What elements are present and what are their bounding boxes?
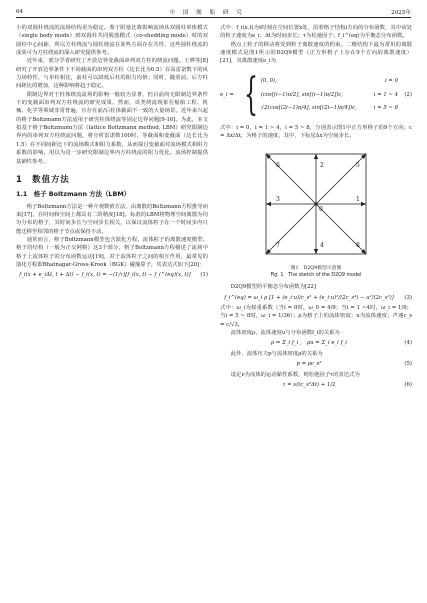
text-line: 的增加，这种影响将趋于稳定。: [32, 83, 107, 90]
paragraph-lbm-intro: [16, 203, 208, 236]
issue-year: 2025年: [391, 9, 411, 16]
text-line: 程即Bhatnagar-Gross-Krook（BGK）碰撞算子，其表: [32, 261, 167, 268]
text-line: 后柱体截面不一致的大量场景。近年来兴起的格子: [16, 108, 208, 123]
equation-6: [220, 381, 412, 389]
arrowhead-2: [314, 154, 318, 159]
direction-label-8: 8: [356, 242, 360, 250]
running-head: [16, 8, 411, 18]
text-line: e_i；Δt为时间步长；τ为松弛因子；f_i^(eq)为平衡态分: [252, 33, 387, 40]
paragraph-motivation: [16, 91, 208, 166]
text-line: 布函数。: [386, 33, 408, 40]
equation-4-number: (4): [404, 340, 412, 347]
equation-3: [220, 294, 412, 302]
text-line: 由离散的Boltzmann方程推导而来[17]，在时间和空间: [16, 203, 208, 218]
text-line: 程、流体粒子的离散速度模型、格子的结构（一般: [16, 236, 209, 252]
text-line: 此外，流体压力p与流体密度ρ的关系为: [230, 350, 323, 357]
direction-label-0: 0: [319, 206, 323, 214]
paragraph-relaxation: [220, 371, 412, 379]
direction-label-5: 5: [356, 162, 360, 170]
figure-caption-en: Fig. 1 The sketch of the D2Q9 model: [270, 273, 362, 279]
text-line: 截面和变截面（边长比为1.5）在不同间距比下的: [16, 133, 209, 148]
text-line: 显著，但目前尚无限制边界条件下的变截面串列: [16, 91, 209, 107]
paragraph-pressure: [220, 350, 412, 358]
equation-2-lhs: e_i =: [220, 91, 234, 98]
text-line: 达式如下[20]：: [166, 261, 205, 268]
text-line: 参考。: [32, 158, 49, 165]
equation-1-body: f_i(x + e_iΔt, t + Δt) − f_i(x, t) = −(1/τ)[f_i(x, t) − f_i^(eq)(x, t)]: [19, 272, 191, 279]
paragraph-symbols: [220, 24, 412, 41]
page-number: 64: [16, 8, 24, 15]
paragraph-related-work: [16, 57, 208, 90]
paragraph-weights: [220, 304, 412, 329]
text-line: 限制边界对于柱体绕流流场的影响一般较为: [26, 91, 132, 98]
equation-2-case-value: (0, 0),: [260, 78, 277, 85]
text-line: 上的流体密度；u为流体速度；声速c_s = c/√3。: [220, 313, 412, 328]
text-line: 流场模式和阻力系数，从而探讨变截面对流场模: [73, 141, 187, 148]
intro-paragraph: [16, 24, 208, 57]
text-line: D2Q9模型（正方形格子上存在9个方向的离散: [276, 50, 396, 57]
text-line: 式中：ω_i为权重系数（当i = 0时，ω_0 = 4/9；当i = 1 ~: [220, 305, 367, 312]
text-line: 到双圆柱共同脱落模式（co-shedding mode）时的: [75, 33, 203, 40]
text-line: 的串列双方柱绕流问题，将分析雷诺数100时，等: [27, 133, 148, 140]
text-line: 其中，下标星Δx为空间步长。: [283, 133, 355, 140]
figure-caption-cn: 图1 D2Q9模型示意图: [290, 266, 342, 272]
text-line: 小的双圆柱绕流的流场结构更为稳定。鉴于阻塞比: [16, 25, 137, 31]
equation-4: [220, 339, 412, 347]
text-line: 至相邻的格子节点或保持不动。: [32, 228, 107, 235]
text-line: 离散为均匀分布的格子，其时间步长与空间步长: [16, 211, 209, 227]
equation-5-body: p = ρc_s²: [296, 361, 322, 368]
text-line: 双方柱绕流的研究成果。然而，该类绕流现象在: [55, 100, 175, 107]
text-line: 格点上粒子的移动将受到粒子离散速度的约束。: [230, 41, 347, 48]
text-line: 方形格子的9个方向；c = Δx/Δt，为格子的速度，: [220, 124, 412, 140]
equation-3-body: f_i^(eq) = ω_i ρ [1 + (e_i·u)/c_s² + (e_i·u)²/(2c_s⁴) − u²/(2c_s²)]: [224, 294, 394, 301]
direction-label-2: 2: [320, 162, 324, 170]
text-line: 对于流体粒子之间的相互作用，最常见的演化方: [16, 253, 209, 268]
figure-d2q9: [220, 145, 412, 263]
arrowhead-3: [266, 202, 271, 206]
text-line: 结构i方向的分布函数，其中该处的粒子速度为: [220, 25, 412, 40]
paragraph-d2q9: [220, 41, 412, 66]
text-line: 4时，ω_i = 1/9；当i = 5 ~ 8时，ω_i = 1/36）；ρ为格子: [220, 305, 412, 320]
text-line: 上都具有二阶精度[18]。标准的LBM将物理空间: [70, 211, 187, 218]
text-line: 通常而言，格子Boltzmann模型包含演化方: [26, 236, 132, 243]
text-line: 系为: [329, 330, 340, 337]
text-line: 描述了流场中格子上流体粒子的分布函数运动[19]，: [16, 245, 208, 260]
paragraph-equilibrium: [220, 283, 412, 291]
text-line: 相关，以保证流体粒子在一个时间步内只能迁移: [16, 220, 208, 235]
section-title: 1 数值方法: [16, 173, 70, 184]
text-line: 绕流的深入研究提供参考。: [48, 50, 113, 57]
equation-2: [220, 68, 412, 122]
text-line: 诺数下的风力场特性，与单柱相比，前柱可以降: [16, 66, 209, 82]
journal-name: 中 国 舰 船 研 究: [169, 9, 245, 16]
arrowhead-4: [314, 249, 318, 254]
equation-2-case-cond: i = 0: [385, 78, 398, 85]
text-line: 双方柱的绕流问题。王晔等[8]研究了开放边界条件: [16, 58, 209, 73]
text-line: 格子Boltzmann方法是一种介观数值方法，: [26, 203, 131, 210]
velocity-arrow-7: [266, 204, 316, 254]
arrowhead-1: [361, 202, 366, 206]
text-line: 近年来，部分学者研究了开放边界变截面串列: [26, 58, 136, 65]
equation-3-number: (3): [404, 294, 412, 301]
equation-2-number: (2): [404, 91, 412, 98]
right-column: [220, 24, 412, 391]
text-line: 问题[9-16]。为此，本文拟基于格子Boltzmann方法: [16, 116, 209, 132]
text-line: τ的表达式为: [330, 371, 360, 378]
text-line: Boltzmann方法适用于研究柱体绕流等固定边界: [32, 116, 149, 123]
equation-2-case-cond: i = 1 ~ 4: [373, 91, 398, 98]
equation-1: [16, 271, 208, 279]
equation-6-number: (6): [404, 381, 412, 388]
direction-label-3: 3: [276, 196, 280, 204]
text-line: 双圆柱中心间距，所以方柱绕流与圆柱绕流在某: [16, 33, 208, 48]
equation-2-case-value: (cos[(i−1)π/2], sin[(i−1)π/2])c,: [260, 91, 344, 98]
equation-2-case: [261, 77, 398, 85]
equation-2-case-cond: i = 5 ~ 8: [373, 104, 398, 111]
text-line: 为正交网格）这3个部分。格子Boltzmann方程: [60, 245, 176, 252]
text-line: 式和阻力系数的影响，用以为进一步研究限制边: [16, 141, 209, 157]
text-line: 界内方柱绕流的阻力优化、流场控制提供基础性: [16, 150, 208, 165]
equation-2-brace: {: [243, 68, 258, 120]
text-line: 流体密度ρ、流体速度u与分布函数f_i的关: [230, 330, 330, 337]
direction-label-1: 1: [356, 196, 360, 204]
equation-6-body: τ = ν/(c_s²Δt) + 1/2: [282, 381, 336, 388]
velocity-arrows: [266, 154, 366, 254]
subsection-title: 1.1 格子 Boltzmann 方法（LBM）: [16, 190, 131, 199]
paragraph-directions: [220, 124, 412, 141]
text-line: D2Q9模型的平衡态分布函数为[22]: [230, 284, 316, 291]
text-line: （lattice Boltzmann method, LBM）研究限制边界内: [16, 125, 208, 140]
equation-2-case: [261, 104, 398, 112]
direction-label-6: 6: [276, 162, 280, 170]
d2q9-diagram: [257, 145, 375, 263]
equation-2-case-value: √2(cos[(2i−1)π/4], sin[(2i−1)π/4])c,: [260, 104, 357, 111]
text-line: 下不同截面的串列双方柱（边长比为0.5）在高雷: [64, 66, 182, 73]
text-line: 式中：f_i(x,t)为t时刻在空间位置x处，沿着格子: [220, 25, 335, 31]
text-line: 些方面存在共性，这些圆柱绕流的成果可为方柱: [16, 41, 208, 57]
text-line: 二维结构下最为常用的离散速度模式是图1所示的: [220, 41, 413, 57]
text-line: 船舶工程、机械、化学等领域非常普遍，且存在前/: [16, 100, 208, 115]
paragraph-macroscopic: [220, 329, 412, 337]
equation-5-number: (5): [404, 361, 412, 368]
text-line: 低后柱的阻力均值；同时，随着前、后方柱间距比: [16, 75, 209, 90]
velocity-arrow-6: [266, 154, 316, 204]
equation-2-case: [261, 91, 398, 99]
text-line: 设定ν为流体的运动黏性系数，则松弛因子: [230, 371, 331, 378]
equation-1-number: (1): [200, 272, 208, 279]
text-line: 将影响流场从双圆柱单体模式（single body mode）: [16, 25, 209, 40]
left-column: [16, 24, 208, 282]
direction-label-4: 4: [320, 242, 324, 250]
equation-5: [220, 360, 412, 368]
equation-4-body: ρ = Σ_i f_i , ρu = Σ_i e_i f_i: [271, 340, 347, 347]
text-line: 式中：i = 0，i = 1 ~ 4，i = 5 ~ 8，分别表示图1中正: [220, 124, 357, 131]
paragraph-lbm-model: [16, 236, 208, 269]
text-line: 速度）[21]，其离散速度e_i为: [220, 50, 412, 65]
direction-label-7: 7: [276, 242, 280, 250]
equation-2-cases: [261, 77, 398, 112]
